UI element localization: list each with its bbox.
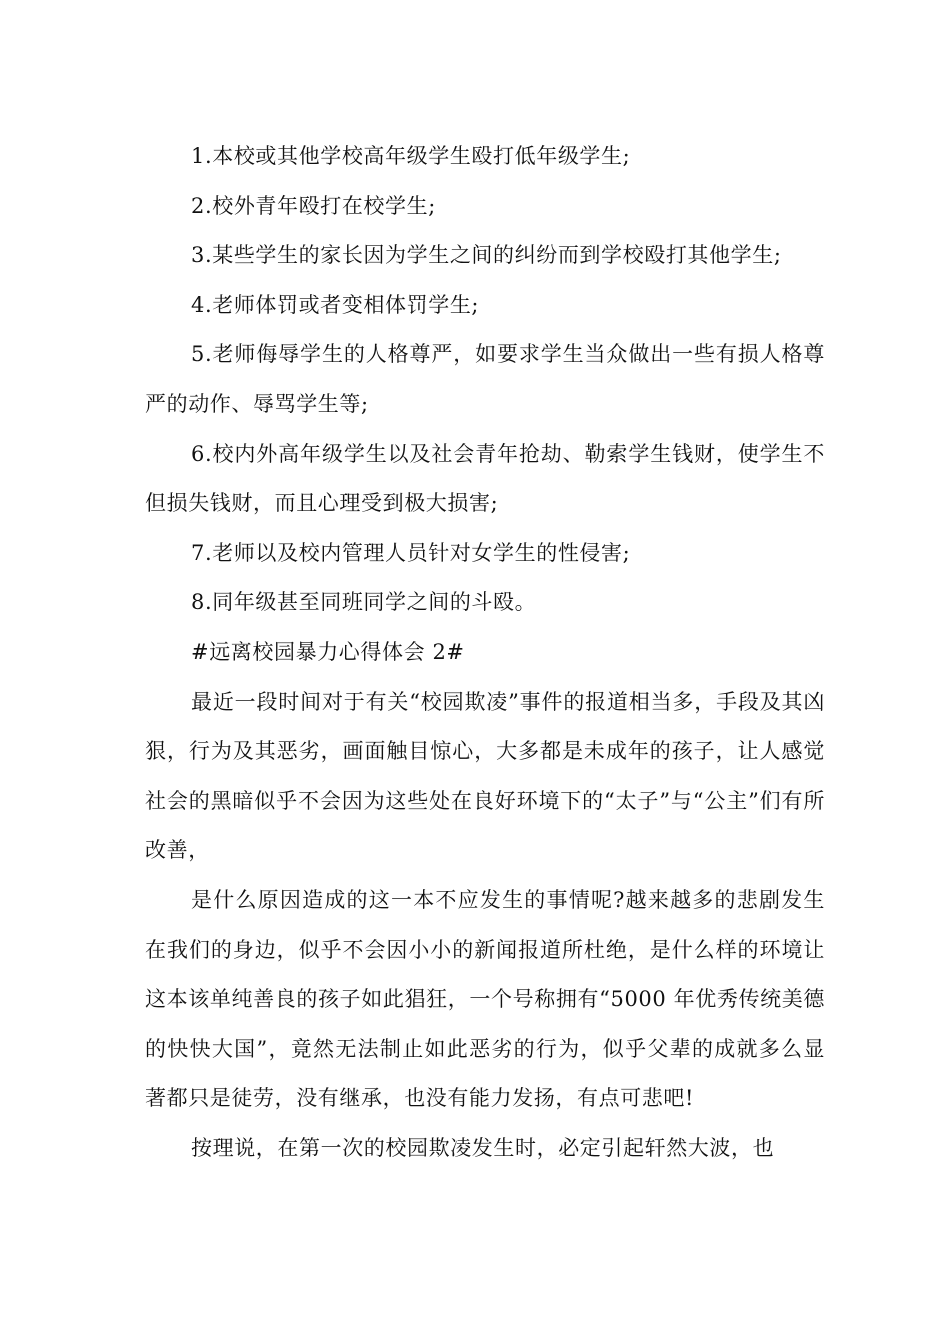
list-item-5: 5.老师侮辱学生的人格尊严，如要求学生当众做出一些有损人格尊严的动作、辱骂学生等; xyxy=(145,342,825,416)
paragraph-3: 按理说，在第一次的校园欺凌发生时，必定引起轩然大波，也 xyxy=(191,1135,775,1160)
list-item-7: 7.老师以及校内管理人员针对女学生的性侵害; xyxy=(191,540,631,565)
list-item-4: 4.老师体罚或者变相体罚学生; xyxy=(191,292,480,317)
list-item-6: 6.校内外高年级学生以及社会青年抢劫、勒索学生钱财，使学生不但损失钱财，而且心理受到极大损害; xyxy=(145,441,825,516)
list-item-1: 1.本校或其他学校高年级学生殴打低年级学生; xyxy=(191,144,631,168)
list-item-2: 2.校外青年殴打在校学生; xyxy=(191,193,436,218)
list-item-3: 3.某些学生的家长因为学生之间的纠纷而到学校殴打其他学生; xyxy=(191,243,782,268)
list-item-8: 8.同年级甚至同班同学之间的斗殴。 xyxy=(191,590,537,615)
section-heading: #远离校园暴力心得体会 2# xyxy=(191,639,465,664)
paragraph-2: 是什么原因造成的这一本不应发生的事情呢?越来越多的悲剧发生在我们的身边，似乎不会因小小的新闻报道所杜绝，是什么样的环境让这本该单纯善良的孩子如此猖狂，一个号称拥有“5000 年优秀传统美德的快快大国”，竟然无法制止如此恶劣的行为，似乎父辈的成就多么显著都只是徒劳，没有继承，也没有能力发扬，有点可悲吧! xyxy=(145,887,825,1111)
document-body xyxy=(145,132,825,1173)
paragraph-1: 最近一段时间对于有关“校园欺凌”事件的报道相当多，手段及其凶狠，行为及其恶劣，画面触目惊心，大多都是未成年的孩子，让人感觉社会的黑暗似乎不会因为这些处在良好环境下的“太子”与“公主”们有所改善， xyxy=(145,689,825,863)
